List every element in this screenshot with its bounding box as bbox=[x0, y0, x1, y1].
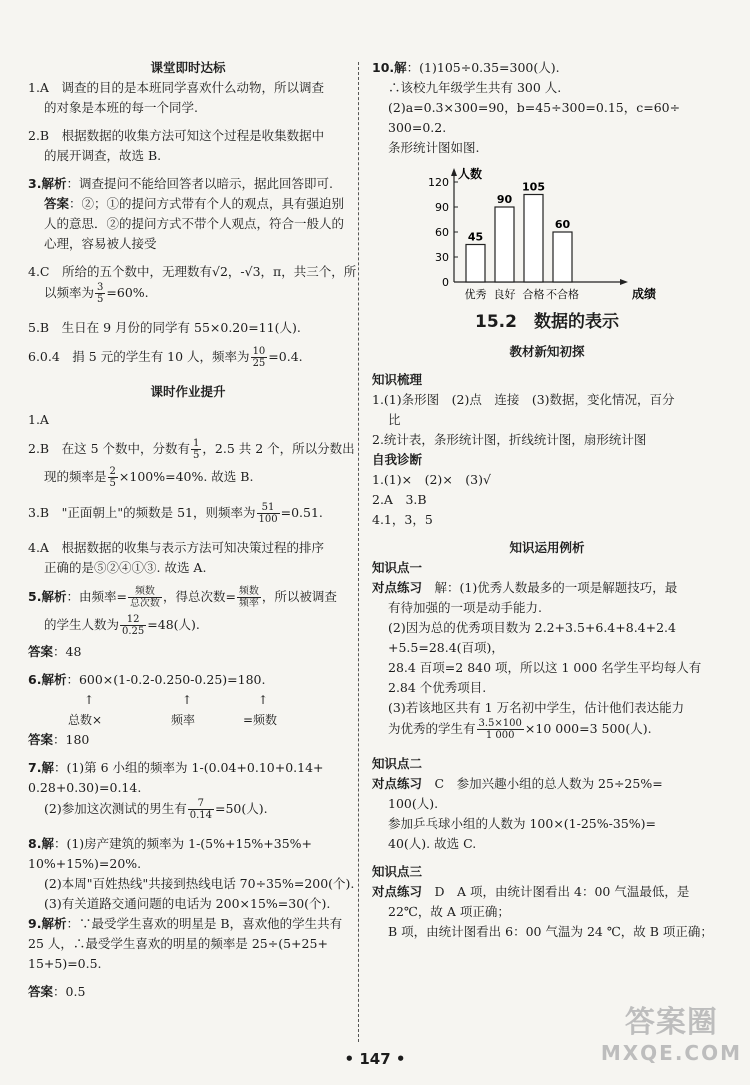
answer-6: 6.0.4 捐 5 元的学生有 10 人，频率为 $\frac{10}{25}$ =0.4. bbox=[28, 346, 303, 369]
arrow-row bbox=[28, 690, 348, 710]
self-diagnosis-title: 自我诊断 bbox=[372, 452, 423, 467]
bar-chart bbox=[402, 164, 662, 304]
homework-2: 2.B 在这 5 个数中，分数有 $\frac{1}{5}$ ，2.5 共 2 个，所以分数出 bbox=[28, 438, 355, 461]
fraction: $\frac{1}{5}$ bbox=[193, 438, 200, 461]
fraction: $\frac{3}{5}$ bbox=[97, 282, 104, 305]
answer-1: 1.A 调查的目的是本班同学喜欢什么动物，所以调查 bbox=[28, 80, 324, 95]
arrow-labels: 总数× 频率 =频数 bbox=[68, 713, 278, 727]
x-tick-label: 不合格 bbox=[546, 288, 579, 301]
y-axis-label: 人数 bbox=[458, 167, 483, 181]
y-tick-label: 120 bbox=[428, 176, 449, 189]
fraction: $\frac{\text{频数}}{\text{频率}}$ bbox=[238, 586, 259, 609]
subheading-application: 知识运用例析 bbox=[509, 540, 585, 555]
up-arrow-icon: ↑ bbox=[258, 693, 269, 707]
watermark-logo: 答案圈 MXQE.COM bbox=[600, 1005, 742, 1065]
x-tick-label: 合格 bbox=[522, 288, 545, 301]
homework-6: 6.解析：600×(1-0.2-0.250-0.25)=180. bbox=[28, 672, 266, 687]
answer-3: 3.解析：调查提问不能给回答者以暗示，据此回答即可. bbox=[28, 176, 333, 191]
bar bbox=[495, 207, 514, 282]
x-axis-arrow bbox=[620, 279, 628, 285]
bar bbox=[466, 245, 485, 283]
knowledge-point-1: 知识点一 bbox=[372, 560, 423, 575]
homework-1: 1.A bbox=[28, 412, 49, 427]
fraction: $\frac{51}{100}$ bbox=[258, 502, 278, 525]
y-axis-arrow bbox=[451, 168, 457, 176]
fraction: $\frac{3.5\times 100}{1 000}$ bbox=[478, 718, 522, 741]
fraction: $\frac{2}{5}$ bbox=[109, 466, 116, 489]
homework-8: 8.解：(1)房产建筑的频率为 1-(5%+15%+35%+ bbox=[28, 836, 313, 851]
bar-chart-svg bbox=[402, 164, 662, 304]
answer-4: 4.C 所给的五个数中，无理数有√2，-√3，π，共三个，所 bbox=[28, 264, 357, 279]
bar-value-label: 105 bbox=[522, 180, 545, 194]
fraction: $\frac{10}{25}$ bbox=[252, 346, 266, 369]
left-column: 课堂即时达标 1.A 调查的目的是本班同学喜欢什么动物，所以调查 的对象是本班的每一个同学. 2.B 根据数据的收集方法可知这个过程是收集数据中 的展开调查，故选 B. 3.解析：调查提问不能给回答者以暗示，据此回答即可. 答案：②；①的提问方式带有个人的观点，具有强迫别 人的意思．②的提问方式不带个人观点，符合一般人的 心理，容易被人接受 4.C 所给的五个数中，无理数有√2，-√3，π，共三个，所 以频率为 $\frac{3}{5}$ =60%. 5.B 生日在 9 月份的同学有 55×0.20=11(人). 6.0.4 捐 5 元的学生有 10 人，频率为 $\frac{10}{25}$ =0.4. 课时作业提升 1.A 2.B 在这 5 个数中，分数有 $\frac{1}{5}$ ，2.5 共 2 个，所以分数出 现的频率是 $\frac{2}{5}$ ×100%=40%. 故选 B. 3.B "正面朝上"的频数是 51，则频率为 $\frac{51}{100}$ =0.51. 4.A 根据数据的收集与表示方法可知决策过程的排序 正确的是⑤②④①③. 故选 A. 5.解析：由频率= $\frac{\text{频数}}{\text{总次数}}$ ，得总次数= $\frac{\text{频数}}{\text{频率}}$ ，所以被调查 的学生人数为 $\frac{12}{0.25}$ =48(人). 答案：48 6.解析：600×(1-0.2-0.250-0.25)=180. ↑ ↑ ↑ 总数× 频率 =频数 答案：180 7.解：(1)第 6 小组的频率为 1-(0.04+0.10+0.14+ 0.28+0.30)=0.14. (2)参加这次测试的男生有 $\frac{7}{0.14}$ =50(人). 8.解：(1)房产建筑的频率为 1-(5%+15%+35%+ 10%+15%)=20%. (2)本周"百姓热线"共接到热线电话 70÷35%=200(个). (3)有关道路交通问题的电话为 200×15%=30(个). 9.解析：∵最受学生喜欢的明星是 B，喜欢他的学生共有 25 人，∴最受学生喜欢的明星的频率是 25÷(5+25+ 15+5)=0.5. 答案：0.5 bbox=[28, 60, 357, 999]
page-number: • 147 • bbox=[344, 1050, 406, 1068]
x-tick-label: 优秀 bbox=[464, 288, 487, 301]
y-tick-label: 60 bbox=[435, 226, 449, 239]
fraction: $\frac{7}{0.14}$ bbox=[189, 798, 212, 821]
knowledge-point-2: 知识点二 bbox=[372, 756, 423, 771]
heading-homework: 课时作业提升 bbox=[150, 384, 226, 399]
right-column: 10.解：(1)105÷0.35=300(人). ∴该校九年级学生共有 300 人. (2)a=0.3×300=90，b=45÷300=0.15，c=60÷ 300=0.2. 条形统计图如图. 人数 成绩 120 90 60 30 0 45 优秀 90 良好 105 合格 60 不合格 15.2 数据的表示 教材新知初探 知识梳理 1.(1)条形图 (2)点 连接 (3)数据，变化情况，百分 比 2.统计表，条形统计图，折线统计图，扇形统计图 自我诊断 1.(1)× (2)× (3)√ 2.A 3.B 4.1，3，5 知识运用例析 知识点一 对点练习 解：(1)优秀人数最多的一项是解题技巧，最 有待加强的一项是动手能力. (2)因为总的优秀项目数为 2.2+3.5+6.4+8.4+2.4 +5.5=28.4(百项)， 28.4 百项=2 840 项，所以这 1 000 名学生平均每人有 2.84 个优秀项目. (3)若该地区共有 1 万名初中学生，估计他们表达能力 为优秀的学生有 $\frac{3.5\times 100}{1 000}$ ×10 000=3 500(人). 知识点二 对点练习 C 参加兴趣小组的总人数为 25÷25%= 100(人). 参加乒乓球小组的人数为 100×(1-25%-35%)= 40(人). 故选 C. 知识点三 对点练习 D A 项，由统计图看出 4：00 气温最低，是 22℃，故 A 项正确； B 项，由统计图看出 6：00 气温为 24 ℃，故 B 项正确； bbox=[372, 58, 722, 942]
knowledge-sorting-title: 知识梳理 bbox=[372, 372, 423, 387]
homework-5: 5.解析：由频率= $\frac{\text{频数}}{\text{总次数}}$ ，得总次数= $\frac{\text{频数}}{\text{频率}}$ ，所以被调查 bbox=[28, 586, 337, 609]
answer-2: 2.B 根据数据的收集方法可知这个过程是收集数据中 bbox=[28, 128, 325, 143]
answer-5: 5.B 生日在 9 月份的同学有 55×0.20=11(人). bbox=[28, 320, 301, 335]
homework-3: 3.B "正面朝上"的频数是 51，则频率为 $\frac{51}{100}$ =0.51. bbox=[28, 502, 323, 525]
x-tick-label: 良好 bbox=[493, 288, 516, 301]
y-tick-label: 30 bbox=[435, 251, 449, 264]
bar bbox=[524, 195, 543, 283]
fraction: $\frac{12}{0.25}$ bbox=[122, 614, 145, 637]
y-tick-label: 0 bbox=[442, 276, 449, 289]
up-arrow-icon: ↑ bbox=[182, 693, 193, 707]
homework-9: 9.解析：∵最受学生喜欢的明星是 B，喜欢他的学生共有 bbox=[28, 916, 343, 931]
fraction: $\frac{\text{频数}}{\text{总次数}}$ bbox=[129, 586, 160, 609]
bar-value-label: 45 bbox=[467, 230, 484, 244]
knowledge-point-3: 知识点三 bbox=[372, 864, 423, 879]
bar bbox=[553, 232, 572, 282]
bar-value-label: 90 bbox=[496, 193, 513, 206]
bar-value-label: 60 bbox=[554, 218, 571, 231]
up-arrow-icon: ↑ bbox=[84, 693, 95, 707]
homework-4: 4.A 根据数据的收集与表示方法可知决策过程的排序 bbox=[28, 540, 324, 555]
x-axis-label: 成绩 bbox=[632, 287, 657, 301]
y-tick-label: 90 bbox=[435, 201, 449, 214]
homework-7: 7.解：(1)第 6 小组的频率为 1-(0.04+0.10+0.14+ bbox=[28, 760, 324, 775]
column-divider bbox=[358, 62, 359, 1042]
answer-10: 10.解：(1)105÷0.35=300(人). bbox=[372, 60, 560, 75]
subheading-new-knowledge: 教材新知初探 bbox=[509, 344, 585, 359]
heading-classroom: 课堂即时达标 bbox=[150, 60, 226, 75]
section-title: 15.2 数据的表示 bbox=[475, 312, 619, 332]
